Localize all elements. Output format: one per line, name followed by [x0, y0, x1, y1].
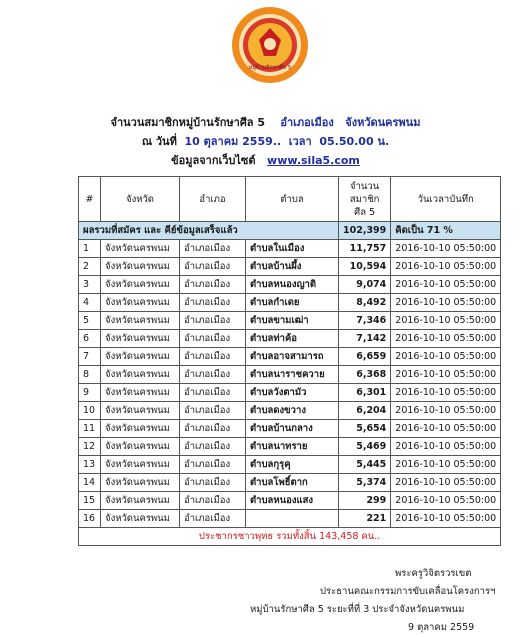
row-subdistrict: ตำบลนาทราย: [246, 438, 339, 456]
row-district: อำเภอเมือง: [180, 366, 246, 384]
row-district: อำเภอเมือง: [180, 510, 246, 528]
row-district: อำเภอเมือง: [180, 240, 246, 258]
row-province: จังหวัดนครพนม: [101, 492, 180, 510]
table-row: [79, 294, 501, 312]
row-number: 6: [79, 330, 101, 348]
members-table: [78, 176, 501, 546]
row-datetime: 2016-10-10 05:50:00: [391, 294, 501, 312]
row-district: อำเภอเมือง: [180, 420, 246, 438]
row-count: 6,204: [339, 402, 391, 420]
row-number: 12: [79, 438, 101, 456]
row-count: 8,492: [339, 294, 391, 312]
col-header-province: จังหวัด: [101, 177, 180, 222]
signer-project: หมู่บ้านรักษาศีล 5 ระยะที่ที่ 3 ประจำจังหวัดนครพนม: [250, 604, 465, 615]
col-header-subdistrict: ตำบล: [246, 177, 339, 222]
date-label: ณ วันที่: [141, 135, 177, 148]
row-datetime: 2016-10-10 05:50:00: [391, 312, 501, 330]
row-datetime: 2016-10-10 05:50:00: [391, 438, 501, 456]
table-row: [79, 474, 501, 492]
header-line-1: [0, 113, 531, 131]
row-number: 9: [79, 384, 101, 402]
row-datetime: 2016-10-10 05:50:00: [391, 366, 501, 384]
row-subdistrict: [246, 510, 339, 528]
row-district: อำเภอเมือง: [180, 384, 246, 402]
table-row: [79, 456, 501, 474]
table-row: [79, 240, 501, 258]
row-datetime: 2016-10-10 05:50:00: [391, 276, 501, 294]
row-province: จังหวัดนครพนม: [101, 240, 180, 258]
row-count: 5,469: [339, 438, 391, 456]
table-row: [79, 438, 501, 456]
header-line-2: [0, 132, 531, 150]
row-district: อำเภอเมือง: [180, 294, 246, 312]
row-subdistrict: ตำบลขามเฒ่า: [246, 312, 339, 330]
table-header-row: [79, 177, 501, 222]
summary-row: [79, 222, 501, 240]
col-header-district: อำเภอ: [180, 177, 246, 222]
signer-name: พระครูวิจิตรวรเขต: [395, 568, 472, 579]
header-title: จำนวนสมาชิกหมู่บ้านรักษาศีล 5: [110, 116, 266, 129]
row-number: 11: [79, 420, 101, 438]
row-subdistrict: ตำบลกุรุคุ: [246, 456, 339, 474]
sila5-logo: [231, 6, 309, 84]
row-province: จังหวัดนครพนม: [101, 258, 180, 276]
table-row: [79, 312, 501, 330]
row-district: อำเภอเมือง: [180, 474, 246, 492]
row-datetime: 2016-10-10 05:50:00: [391, 384, 501, 402]
row-number: 16: [79, 510, 101, 528]
source-label: ข้อมูลจากเว็บไซต์: [171, 154, 256, 167]
row-subdistrict: ตำบลบ้านกลาง: [246, 420, 339, 438]
row-count: 11,757: [339, 240, 391, 258]
row-district: อำเภอเมือง: [180, 348, 246, 366]
row-province: จังหวัดนครพนม: [101, 384, 180, 402]
row-number: 2: [79, 258, 101, 276]
table-row: [79, 420, 501, 438]
row-number: 13: [79, 456, 101, 474]
row-subdistrict: ตำบลนาราชควาย: [246, 366, 339, 384]
row-count: 5,445: [339, 456, 391, 474]
row-district: อำเภอเมือง: [180, 402, 246, 420]
row-datetime: 2016-10-10 05:50:00: [391, 510, 501, 528]
table-row: [79, 366, 501, 384]
table-row: [79, 510, 501, 528]
row-district: อำเภอเมือง: [180, 276, 246, 294]
row-province: จังหวัดนครพนม: [101, 366, 180, 384]
row-province: จังหวัดนครพนม: [101, 312, 180, 330]
row-subdistrict: ตำบลท่าค้อ: [246, 330, 339, 348]
col-header-no: #: [79, 177, 101, 222]
row-number: 7: [79, 348, 101, 366]
row-datetime: 2016-10-10 05:50:00: [391, 420, 501, 438]
row-number: 4: [79, 294, 101, 312]
time-label: เวลา: [288, 135, 312, 148]
table-row: [79, 330, 501, 348]
row-province: จังหวัดนครพนม: [101, 348, 180, 366]
row-datetime: 2016-10-10 05:50:00: [391, 474, 501, 492]
header-province: จังหวัดนครพนม: [345, 116, 421, 129]
total-population: ประชากรชาวพุทธ รวมทั้งสิ้น 143,458 คน..: [79, 528, 501, 546]
row-count: 7,142: [339, 330, 391, 348]
table-row: [79, 402, 501, 420]
row-province: จังหวัดนครพนม: [101, 420, 180, 438]
summary-value: 102,399: [339, 222, 391, 240]
row-number: 5: [79, 312, 101, 330]
date-value: 10 ตุลาคม 2559..: [184, 135, 282, 148]
row-count: 6,368: [339, 366, 391, 384]
row-datetime: 2016-10-10 05:50:00: [391, 240, 501, 258]
row-province: จังหวัดนครพนม: [101, 330, 180, 348]
row-number: 10: [79, 402, 101, 420]
table-row: [79, 276, 501, 294]
row-district: อำเภอเมือง: [180, 492, 246, 510]
row-subdistrict: ตำบลบ้านผึ้ง: [246, 258, 339, 276]
row-subdistrict: ตำบลอาจสามารถ: [246, 348, 339, 366]
row-count: 5,374: [339, 474, 391, 492]
row-province: จังหวัดนครพนม: [101, 276, 180, 294]
row-district: อำเภอเมือง: [180, 258, 246, 276]
row-district: อำเภอเมือง: [180, 312, 246, 330]
row-datetime: 2016-10-10 05:50:00: [391, 330, 501, 348]
row-subdistrict: ตำบลหนองญาติ: [246, 276, 339, 294]
row-district: อำเภอเมือง: [180, 438, 246, 456]
row-province: จังหวัดนครพนม: [101, 438, 180, 456]
source-website-link[interactable]: www.sila5.com: [267, 154, 360, 167]
row-count: 7,346: [339, 312, 391, 330]
row-number: 15: [79, 492, 101, 510]
table-row: [79, 384, 501, 402]
row-province: จังหวัดนครพนม: [101, 510, 180, 528]
row-subdistrict: ตำบลหนองแสง: [246, 492, 339, 510]
row-count: 6,659: [339, 348, 391, 366]
total-row: [79, 528, 501, 546]
row-number: 14: [79, 474, 101, 492]
row-datetime: 2016-10-10 05:50:00: [391, 456, 501, 474]
row-number: 8: [79, 366, 101, 384]
row-district: อำเภอเมือง: [180, 456, 246, 474]
table-row: [79, 492, 501, 510]
row-datetime: 2016-10-10 05:50:00: [391, 348, 501, 366]
row-subdistrict: ตำบลในเมือง: [246, 240, 339, 258]
row-count: 9,074: [339, 276, 391, 294]
col-header-count: จำนวน สมาชิก ศีล 5: [339, 177, 391, 222]
time-value: 05.50.00 น.: [319, 135, 390, 148]
row-district: อำเภอเมือง: [180, 330, 246, 348]
logo-text: หมู่บ้านรักษาศีล 5: [248, 65, 292, 71]
row-number: 1: [79, 240, 101, 258]
summary-percent: คิดเป็น 71 %: [391, 222, 501, 240]
row-subdistrict: ตำบลดงขวาง: [246, 402, 339, 420]
row-datetime: 2016-10-10 05:50:00: [391, 402, 501, 420]
row-datetime: 2016-10-10 05:50:00: [391, 258, 501, 276]
row-count: 299: [339, 492, 391, 510]
signature-date: 9 ตุลาคม 2559: [408, 622, 475, 633]
row-datetime: 2016-10-10 05:50:00: [391, 492, 501, 510]
row-subdistrict: ตำบลโพธิ์ตาก: [246, 474, 339, 492]
row-count: 10,594: [339, 258, 391, 276]
row-province: จังหวัดนครพนม: [101, 456, 180, 474]
row-count: 221: [339, 510, 391, 528]
row-number: 3: [79, 276, 101, 294]
header-district: อำเภอเมือง: [280, 116, 334, 129]
row-subdistrict: ตำบลกำเดย: [246, 294, 339, 312]
table-row: [79, 348, 501, 366]
col-header-datetime: วันเวลาบันทึก: [391, 177, 501, 222]
header-line-3: [0, 151, 531, 169]
row-count: 6,301: [339, 384, 391, 402]
row-province: จังหวัดนครพนม: [101, 294, 180, 312]
table-row: [79, 258, 501, 276]
row-province: จังหวัดนครพนม: [101, 474, 180, 492]
signer-role: ประธานคณะกรรมการขับเคลื่อนโครงการฯ: [320, 586, 496, 597]
row-province: จังหวัดนครพนม: [101, 402, 180, 420]
row-subdistrict: ตำบลวังตามัว: [246, 384, 339, 402]
summary-label: ผลรวมที่สมัคร และ คีย์ข้อมูลเสร็จแล้ว: [79, 222, 339, 240]
row-count: 5,654: [339, 420, 391, 438]
